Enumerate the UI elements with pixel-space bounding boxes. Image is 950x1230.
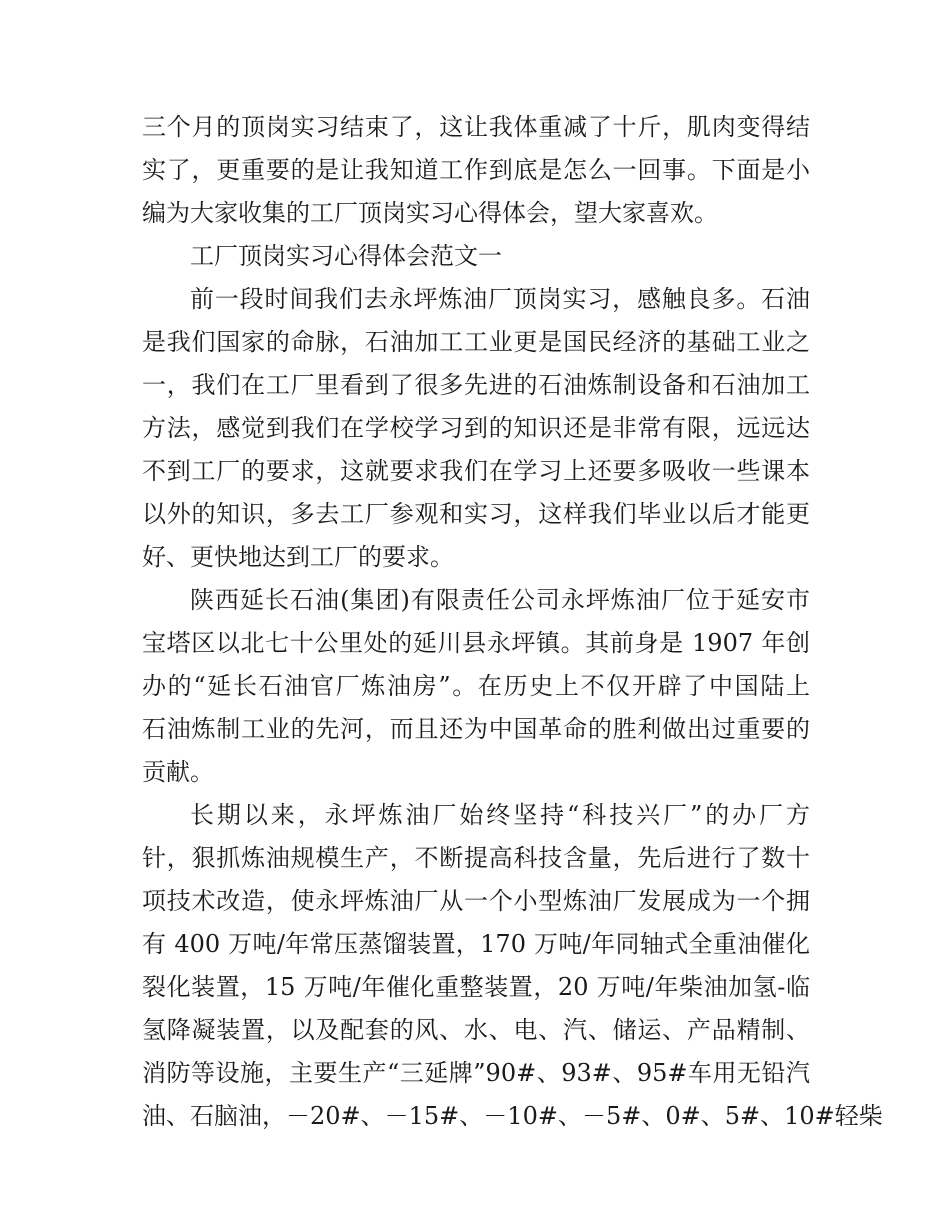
text-line: 裂化装置，15 万吨/年催化重整装置，20 万吨/年柴油加氢-临 bbox=[142, 973, 810, 1001]
text-line: 有 400 万吨/年常压蒸馏装置，170 万吨/年同轴式全重油催化 bbox=[142, 930, 810, 958]
text-line: 办的“延长石油官厂炼油房”。在历史上不仅开辟了中国陆上 bbox=[142, 672, 810, 700]
text-line: 消防等设施，主要生产“三延牌”90#、93#、95#车用无铅汽 bbox=[142, 1059, 810, 1087]
section-heading: 工厂顶岗实习心得体会范文一 bbox=[190, 242, 502, 270]
text-line: 不到工厂的要求，这就要求我们在学习上还要多吸收一些课本 bbox=[142, 457, 810, 485]
text-line: 宝塔区以北七十公里处的延川县永坪镇。其前身是 1907 年创 bbox=[142, 629, 810, 657]
text-line: 陕西延长石油(集团)有限责任公司永坪炼油厂位于延安市 bbox=[190, 586, 810, 614]
text-line: 长期以来，永坪炼油厂始终坚持“科技兴厂”的办厂方 bbox=[190, 801, 810, 829]
text-line: 以外的知识，多去工厂参观和实习，这样我们毕业以后才能更 bbox=[142, 500, 810, 528]
text-line: 石油炼制工业的先河，而且还为中国革命的胜利做出过重要的 bbox=[142, 715, 810, 743]
text-line: 实了，更重要的是让我知道工作到底是怎么一回事。下面是小 bbox=[142, 156, 810, 184]
text-line: 好、更快地达到工厂的要求。 bbox=[142, 543, 454, 571]
text-line: 前一段时间我们去永坪炼油厂顶岗实习，感触良多。石油 bbox=[190, 285, 810, 313]
text-line: 一，我们在工厂里看到了很多先进的石油炼制设备和石油加工 bbox=[142, 371, 810, 399]
text-line: 项技术改造，使永坪炼油厂从一个小型炼油厂发展成为一个拥 bbox=[142, 887, 810, 915]
text-line: 针，狠抓炼油规模生产，不断提高科技含量，先后进行了数十 bbox=[142, 844, 810, 872]
text-line: 贡献。 bbox=[142, 758, 214, 786]
text-line: 是我们国家的命脉，石油加工工业更是国民经济的基础工业之 bbox=[142, 328, 810, 356]
text-line: 三个月的顶岗实习结束了，这让我体重减了十斤，肌肉变得结 bbox=[142, 113, 810, 141]
text-line: 方法，感觉到我们在学校学习到的知识还是非常有限，远远达 bbox=[142, 414, 810, 442]
text-line: 氢降凝装置，以及配套的风、水、电、汽、储运、产品精制、 bbox=[142, 1016, 810, 1044]
text-line: 油、石脑油，－20#、－15#、－10#、－5#、0#、5#、10#轻柴 bbox=[142, 1102, 883, 1130]
text-line: 编为大家收集的工厂顶岗实习心得体会，望大家喜欢。 bbox=[142, 199, 718, 227]
